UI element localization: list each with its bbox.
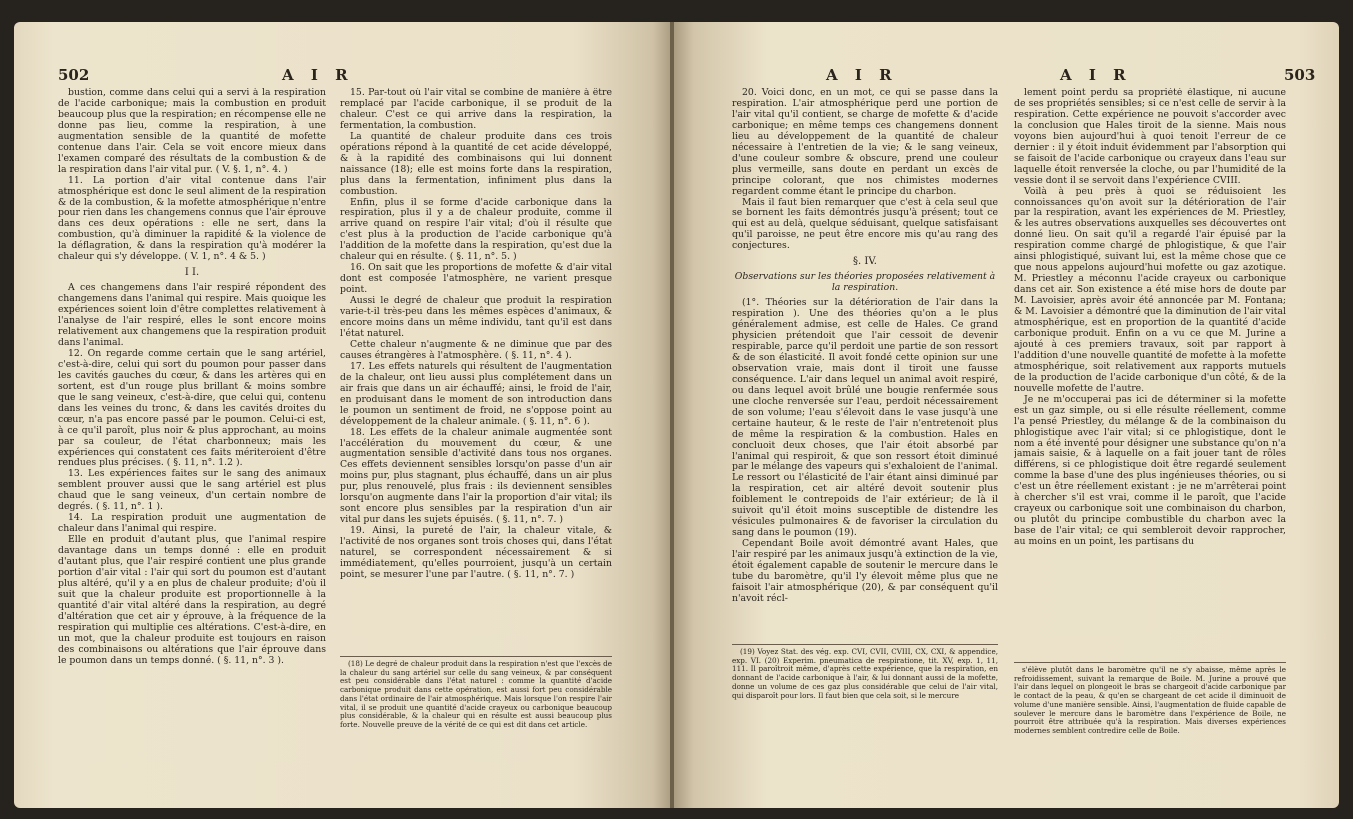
paragraph: La quantité de chaleur produite dans ces trois opérations répond à la quantité de cet acide développé, & à la rapidité des combinaisons qui lui donnent naissance (18); elle est moins forte dans la respiration, plus dans la fermentation, infiniment plus dans la combustion. — [340, 130, 612, 197]
paragraph: Enfin, plus il se forme d'acide carbonique dans la respiration, plus il y a de chaleur produite, comme il arrive quand on respire l'air vital; d'où il résulte que c'est plus à la production de l'acide carbonique qu'à l'addition de la mofette dans la respiration, qu'est due la chaleur qui en résulte. ( §. 11, n°. 5. ) — [340, 196, 612, 263]
paragraph: lement point perdu sa propriété élastique, ni aucune de ses propriétés sensibles; si ce n'est celle de servir à la respiration. Cette expérience ne pouvoit s'accorder avec la conclusion que Hales tiroit de la sienne. Mais nous voyons bien aujourd'hui à quoi tenoit l'erreur de ce dernier : il y étoit induit évidemment par l'absorption qui se faisoit de l'acide carbonique ou crayeux dans l'eau sur laquelle étoit renversée la cloche, ou par l'humidité de la vessie dont il se servoit dans l'expérience CVIII. — [1014, 88, 1286, 186]
paragraph: 15. Par-tout où l'air vital se combine de manière à être remplacé par l'acide carbonique, il se produit de la chaleur. C'est ce qui arrive dans la respiration, la fermentation, la combustion. — [340, 88, 612, 131]
right-footnote-left — [732, 644, 998, 778]
left-page-number: 502 — [58, 66, 90, 84]
right-column-2 — [1014, 88, 1286, 656]
paragraph: 11. La portion d'air vital contenue dans l'air atmosphérique est donc le seul aliment de la respiration & de la combustion, & la mofette atmosphérique n'entre pour rien dans les changemens connus que l'air éprouve dans ces deux opérations : elle ne sert, dans la combustion, qu'à diminuer la rapidité & la violence de la déflagration, & dans la respiration qu'à modérer la chaleur qui s'y développe. ( V. 1, n°. 4 & 5. ) — [58, 174, 326, 263]
paragraph: 19. Ainsi, la pureté de l'air, la chaleur vitale, & l'activité de nos organes sont trois choses qui, dans l'état naturel, se correspondent nécessairement & si immédiatement, qu'elles pourroient, jusqu'à un certain point, se mesurer l'une par l'autre. ( §. 11, n°. 7. ) — [340, 525, 612, 580]
left-column-2 — [340, 88, 612, 646]
book-spread — [14, 22, 1339, 808]
right-page-number: 503 — [1284, 66, 1316, 84]
paragraph: Cette chaleur n'augmente & ne diminue que par des causes étrangères à l'atmosphère. ( §. 11, n°. 4 ). — [340, 338, 612, 361]
right-page — [674, 22, 1339, 808]
paragraph: 14. La respiration produit une augmentation de chaleur dans l'animal qui respire. — [58, 512, 326, 535]
right-column-1 — [732, 88, 998, 634]
paragraph: Aussi le degré de chaleur que produit la respiration varie-t-il très-peu dans les mêmes espèces d'animaux, & encore moins dans un même individu, tant qu'il est dans l'état naturel. — [340, 295, 612, 339]
paragraph: 13. Les expériences faites sur le sang des animaux semblent prouver aussi que le sang artériel est plus chaud que le sang veineux, d'un certain nombre de degrés. ( §. 11, n°. 1 ). — [58, 468, 326, 513]
paragraph: Mais il faut bien remarquer que c'est à cela seul que se bornent les faits démontrés jusqu'à présent; tout ce qui est au delà, quelque séduisant, quelque satisfaisant qu'il paroisse, ne peut être encore mis qu'au rang des conjectures. — [732, 196, 998, 252]
paragraph: bustion, comme dans celui qui a servi à la respiration de l'acide carbonique; mais la combustion en produit beaucoup plus que la respiration; en récompense elle ne donne pas lieu, comme la respiration, à une augmentation sensible de la quantité de mofette contenue dans l'air. Cela se voit encore mieux dans l'examen comparé des résultats de la combustion & de la respiration dans l'air vital pur. ( V. §. 1, n°. 4. ) — [58, 88, 326, 175]
paragraph: 20. Voici donc, en un mot, ce qui se passe dans la respiration. L'air atmosphérique perd une portion de l'air vital qu'il contient, se charge de mofette & d'acide carbonique; en même temps ces changemens donnent lieu au développement de la quantité de chaleur nécessaire à l'entretien de la vie; & le sang veineux, d'une couleur sombre & obscure, prend une couleur plus vermeille, sans doute en perdant un excès de principe colorant, que nos chimistes modernes regardent comme étant le principe du charbon. — [732, 88, 998, 197]
right-running-head-right: A I R — [1060, 66, 1132, 84]
paragraph: Voilà à peu près à quoi se réduisoient les connoissances qu'on avoit sur la détérioration de l'air par la respiration, avant les expériences de M. Priestley, & les autres observations auxquelles ses découvertes ont donné lieu. On sait qu'il a regardé l'air épuisé par la respiration comme chargé de phlogistique, & que l'air ainsi phlogistiqué, suivant lui, est la même chose que ce que nous appelons aujourd'hui mofette ou gaz azotique. M. Priestley a méconnu l'acide crayeux ou carbonique dans cet air. Son existence a été mise hors de doute par M. Lavoisier, après avoir été annoncée par M. Fontana; & M. Lavoisier a démontré que la diminution de l'air vital atmosphérique, est en proportion de la quantité d'acide carbonique produit. Enfin on a vu ce que M. Jurine a ajouté à ces premiers travaux, soit par rapport à l'addition d'une nouvelle quantité de mofette à la mofette atmosphérique, soit relativement aux rapports mutuels de la production de l'acide carbonique d'un côté, & de la nouvelle mofette de l'autre. — [1014, 185, 1286, 394]
left-footnote — [340, 656, 612, 780]
left-page — [14, 22, 672, 808]
paragraph: A ces changemens dans l'air respiré répondent des changemens dans l'animal qui respire. Mais quoique les expériences soient loin d'être complettes relativement à l'analyse de l'air respiré, elles le sont encore moins relativement aux changemens que la respiration produit dans l'animal. — [58, 282, 326, 348]
paragraph: Cependant Boile avoit démontré avant Hales, que l'air respiré par les animaux jusqu'à extinction de la vie, étoit également capable de soutenir le mercure dans le tube du baromètre, qu'il l'y élevoit même plus que ne faisoit l'air atmosphérique (20), & par conséquent qu'il n'avoit récl- — [732, 538, 998, 604]
footnote-text: s'élève plutôt dans le baromètre qu'il ne s'y abaisse, même après le refroidissement, suivant la remarque de Boile. M. Jurine a prouvé que l'air dans lequel on plongeoit le bras se chargeoit d'acide carbonique par le contact de la peau, & qu'en se chargeant de cet acide il diminuoit de volume d'une manière sensible. Ainsi, l'augmentation de fluide capable de soulever le mercure dans le baromètre dans l'expérience de Boile, ne pourroit être attribuée qu'à la respiration. Mais diverses expériences modernes semblent contredire celle de Boile. — [1014, 665, 1286, 735]
section-mark: §. IV. — [853, 256, 877, 268]
section-mark: I I. — [184, 267, 200, 279]
paragraph: Je ne m'occuperai pas ici de déterminer si la mofette est un gaz simple, ou si elle résulte réellement, comme l'a pensé Priestley, du mélange & de la combinaison du phlogistique avec l'air vital; si ce phlogistique, dont le nom a été inventé pour désigner une substance qu'on n'a jamais saisie, & à laquelle on a fait jouer tant de rôles différens, si ce phlogistique doit être regardé seulement comme la base d'une des plus ingénieuses théories, ou si c'est un être réellement existant : je ne m'arrêterai point à chercher s'il est vrai, comme il le paroît, que l'acide crayeux ou carbonique soit une combinaison du charbon, ou plutôt du principe combustible du charbon avec la base de l'air vital; ce qui sembleroit devoir rapprocher, au moins en un point, les partisans du — [1014, 393, 1286, 548]
right-footnote-right — [1014, 662, 1286, 778]
section-title: Observations sur les théories proposées relativement à la respiration. — [734, 271, 996, 294]
footnote-text: (19) Voyez Stat. des vég. exp. CVI, CVII, CVIII, CX, CXI, & appendice, exp. VI. (20) Experim. pneumatica de respiratione, tit. XV, exp. 1, 11, 111. Il paroîtroit même, d'après cette expérience, que la respiration, en donnant de l'acide carbonique à l'air, & lui donnant aussi de la mofette, donne un volume de ces gaz plus considérable que celui de l'air vital, qui disparoît pour lors. Il faut bien que cela soit, si le mercure — [732, 647, 998, 700]
left-column-1 — [58, 88, 326, 778]
paragraph: 17. Les effets naturels qui résultent de l'augmentation de la chaleur, ont lieu aussi plus complétement dans un air frais que dans un air échauffé; ainsi, le froid de l'air, en produisant dans le moment de son introduction dans le poumon un sentiment de froid, ne s'oppose point au développement de la chaleur animale. ( §. 11, n°. 6 ). — [340, 360, 612, 427]
right-running-head-left: A I R — [826, 66, 898, 84]
footnote-text: (18) Le degré de chaleur produit dans la respiration n'est que l'excès de la chaleur du sang artériel sur celle du sang veineux, & par conséquent est peu considérable dans l'état naturel : comme la quantité d'acide carbonique produit dans cette opération, est aussi fort peu considérable dans l'état ordinaire de l'air atmosphérique. Mais lorsque l'on respire l'air vital, il se produit une quantité d'acide crayeux ou carbonique beaucoup plus considérable, & la chaleur qui en résulte est aussi beaucoup plus forte. Nouvelle preuve de la vérité de ce qui est dit dans cet article. — [340, 659, 612, 729]
paragraph: (1°. Théories sur la détérioration de l'air dans la respiration ). Une des théories qu'on a le plus généralement admise, est celle de Hales. Ce grand physicien prétendoit que l'air cessoit de devenir respirable, parce qu'il perdoit une partie de son ressort & de son élasticité. Il avoit fondé cette opinion sur une observation vraie, mais dont il tiroit une fausse conséquence. L'air dans lequel un animal avoit respiré, ou dans lequel avoit brûlé une bougie renfermée sous une cloche renversée sur l'eau, perdoit nécessairement de son volume; l'eau s'élevoit dans le vase jusqu'à une certaine hauteur, & le reste de l'air n'entretenoit plus de même la respiration & la combustion. Hales en concluoit deux choses, que l'air étoit absorbé par l'animal qui respiroit, & que son ressort étoit diminué par le mélange des vapeurs qui s'exhaloient de l'animal. Le ressort ou l'élasticité de l'air étant ainsi diminué par la respiration, cet air altéré devoit soutenir plus foiblement le contrepoids de l'air extérieur; de là il suivoit qu'il étoit moins susceptible de distendre les vésicules pulmonaires & de favoriser la circulation du sang dans le poumon (19). — [732, 297, 998, 539]
paragraph: 16. On sait que les proportions de mofette & d'air vital dont est composée l'atmosphère, ne varient presque point. — [340, 262, 612, 296]
left-running-head: A I R — [282, 66, 354, 84]
paragraph: Elle en produit d'autant plus, que l'animal respire davantage dans un temps donné : elle en produit d'autant plus, que l'air respiré contient une plus grande portion d'air vital : l'air qui sort du poumon est d'autant plus altéré, qu'il y a en plus de chaleur produite; d'où il suit que la chaleur produite est proportionnelle à la quantité d'air vital altéré dans la respiration, au degré d'altération que cet air y éprouve, à la fréquence de la respiration qui multiplie ces altérations. C'est-à-dire, en un mot, que la chaleur produite est toujours en raison des combinaisons ou altérations que l'air éprouve dans le poumon dans un temps donné. ( §. 11, n°. 3 ). — [58, 534, 326, 666]
paragraph: 12. On regarde comme certain que le sang artériel, c'est-à-dire, celui qui sort du poumon pour passer dans les cavités gauches du cœur, & dans les artères qui en sortent, est d'un rouge plus brillant & moins sombre que le sang veineux, c'est-à-dire, que celui qui, contenu dans les veines du tronc, & dans les cavités droites du cœur, n'a pas encore passé par le poumon. Celui-ci est, à ce qu'il paroît, plus noir & plus approchant, au moins par sa couleur, de l'état charbonneux; mais les expériences qui constatent ces faits mériteroient d'être rendues plus précises. ( §. 11, n°. 1.2 ). — [58, 347, 326, 469]
paragraph: 18. Les effets de la chaleur animale augmentée sont l'accélération du mouvement du cœur, & une augmentation sensible d'activité dans tous nos organes. Ces effets deviennent sensibles lorsqu'on passe d'un air moins pur, plus stagnant, plus échauffé, dans un air plus pur, plus renouvelé, plus frais : ils deviennent sensibles lorsqu'on augmente dans l'air la proportion d'air vital; ils sont encore plus sensibles par la respiration d'un air vital pur dans les sujets épuisés. ( §. 11, n°. 7. ) — [340, 426, 612, 526]
